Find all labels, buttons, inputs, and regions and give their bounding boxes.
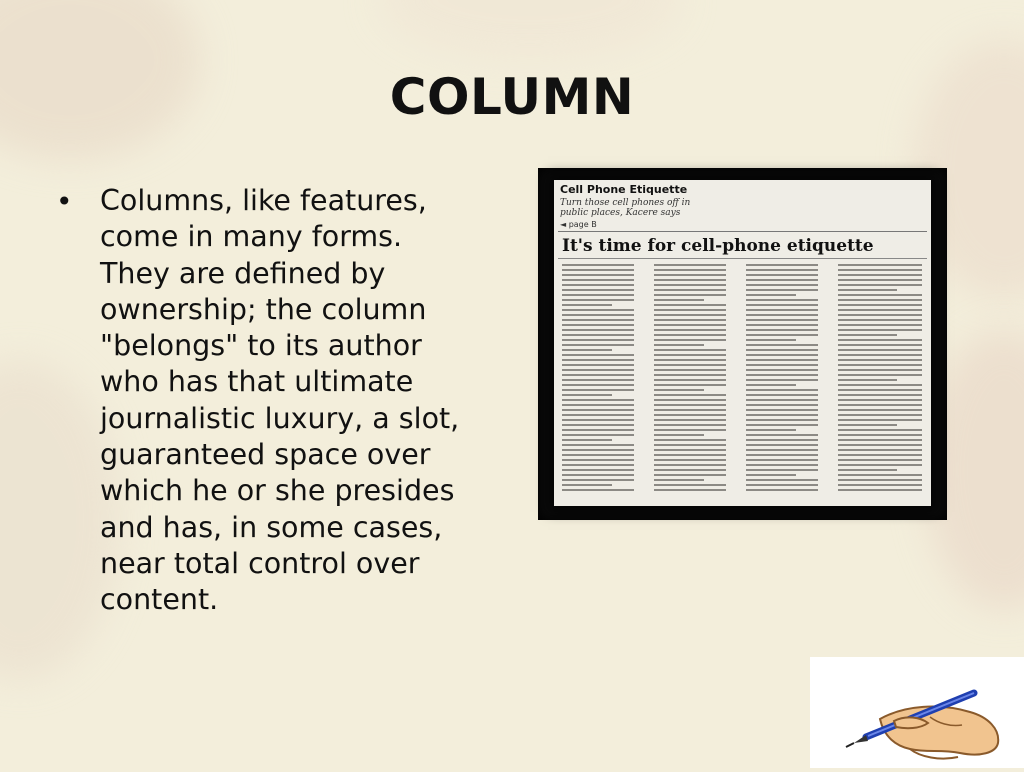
newsprint-line	[746, 449, 818, 451]
slide-title: COLUMN	[389, 68, 635, 126]
newsprint-line	[746, 339, 796, 341]
newsprint-line	[838, 334, 897, 336]
newsprint-line	[654, 374, 726, 376]
newsprint-line	[654, 409, 726, 411]
newsprint-line	[562, 314, 634, 316]
newsprint-line	[562, 444, 634, 446]
newsprint-line	[838, 314, 922, 316]
newsprint-line	[746, 454, 818, 456]
clipping-kicker: Cell Phone Etiquette	[560, 183, 688, 196]
clipping-headline: It's time for cell-phone etiquette	[562, 236, 874, 256]
newsprint-line	[838, 414, 922, 416]
newsprint-line	[746, 404, 818, 406]
newsprint-line	[654, 454, 726, 456]
newsprint-line	[654, 489, 726, 491]
newsprint-line	[654, 439, 726, 441]
newsprint-line	[654, 369, 726, 371]
newsprint-line	[746, 379, 818, 381]
newsprint-line	[654, 414, 726, 416]
newsprint-line	[562, 369, 634, 371]
newsprint-line	[746, 429, 796, 431]
newsprint-line	[838, 344, 922, 346]
newsprint-line	[746, 354, 818, 356]
newsprint-line	[562, 434, 634, 436]
newsprint-line	[654, 304, 726, 306]
newsprint-line	[838, 324, 922, 326]
newsprint-line	[654, 334, 726, 336]
newsprint-line	[562, 349, 612, 351]
newsprint-line	[654, 284, 726, 286]
newsprint-line	[654, 354, 726, 356]
newsprint-line	[562, 269, 634, 271]
text-column	[746, 264, 818, 496]
newsprint-line	[746, 414, 818, 416]
newsprint-line	[746, 424, 818, 426]
newsprint-line	[838, 369, 922, 371]
newsprint-line	[746, 329, 818, 331]
newsprint-line	[654, 289, 726, 291]
newsprint-line	[746, 344, 818, 346]
newsprint-line	[838, 444, 922, 446]
newsprint-line	[562, 354, 634, 356]
newsprint-line	[562, 464, 634, 466]
newsprint-line	[746, 419, 818, 421]
newsprint-line	[746, 279, 818, 281]
newsprint-line	[654, 389, 704, 391]
newsprint-line	[654, 479, 704, 481]
newsprint-line	[562, 389, 634, 391]
newsprint-line	[746, 409, 818, 411]
newsprint-line	[654, 264, 726, 266]
newsprint-line	[562, 344, 634, 346]
newsprint-line	[654, 299, 704, 301]
newsprint-line	[654, 399, 726, 401]
newsprint-line	[746, 364, 818, 366]
newsprint-line	[562, 299, 634, 301]
newsprint-line	[838, 354, 922, 356]
newsprint-line	[562, 334, 634, 336]
bullet-dot: •	[56, 185, 73, 218]
newsprint-line	[838, 359, 922, 361]
newsprint-line	[838, 424, 897, 426]
newsprint-line	[746, 324, 818, 326]
newsprint-line	[562, 289, 634, 291]
newsprint-line	[746, 484, 818, 486]
newsprint-line	[838, 439, 922, 441]
newsprint-line	[838, 434, 922, 436]
newsprint-line	[562, 374, 634, 376]
text-column	[562, 264, 634, 496]
newsprint-line	[746, 359, 818, 361]
newsprint-line	[746, 294, 796, 296]
newsprint-line	[654, 424, 726, 426]
newsprint-line	[562, 329, 634, 331]
newsprint-line	[562, 484, 612, 486]
newsprint-line	[562, 449, 634, 451]
newsprint-line	[654, 329, 726, 331]
newsprint-line	[562, 324, 634, 326]
newsprint-line	[746, 269, 818, 271]
newsprint-line	[746, 469, 818, 471]
newsprint-line	[838, 349, 922, 351]
newsprint-line	[562, 309, 634, 311]
newsprint-line	[838, 264, 922, 266]
newsprint-line	[654, 474, 726, 476]
divider	[558, 231, 927, 232]
newsprint-line	[746, 389, 818, 391]
newsprint-line	[654, 349, 726, 351]
newsprint-line	[562, 404, 634, 406]
newsprint-line	[654, 359, 726, 361]
newsprint-line	[654, 279, 726, 281]
newsprint-line	[746, 349, 818, 351]
background-texture	[380, 0, 680, 60]
newsprint-line	[838, 364, 922, 366]
newsprint-line	[746, 284, 818, 286]
newsprint-line	[838, 304, 922, 306]
newsprint-line	[746, 479, 818, 481]
pen-illustration	[810, 657, 1024, 768]
newsprint-line	[654, 324, 726, 326]
newsprint-line	[562, 364, 634, 366]
newsprint-line	[838, 279, 922, 281]
newsprint-line	[838, 429, 922, 431]
newsprint-line	[654, 339, 726, 341]
newsprint-line	[838, 379, 897, 381]
newsprint-line	[838, 419, 922, 421]
newsprint-line	[746, 314, 818, 316]
newsprint-line	[746, 399, 818, 401]
newsprint-line	[654, 379, 726, 381]
newsprint-line	[838, 484, 922, 486]
newsprint-line	[746, 439, 818, 441]
newsprint-line	[654, 364, 726, 366]
hand-writing-with-pen-icon	[810, 657, 1024, 768]
newsprint-line	[746, 489, 818, 491]
newsprint-line	[562, 304, 612, 306]
newsprint-line	[838, 339, 922, 341]
newsprint-line	[654, 274, 726, 276]
newsprint-line	[654, 314, 726, 316]
newsprint-line	[654, 429, 726, 431]
newsprint-line	[562, 459, 634, 461]
newsprint-line	[654, 444, 726, 446]
newsprint-line	[562, 274, 634, 276]
newsprint-line	[746, 384, 796, 386]
newsprint-line	[838, 454, 922, 456]
newsprint-line	[838, 269, 922, 271]
clipping-deck: Turn those cell phones off in public places, Kacere says	[560, 198, 691, 218]
newsprint-line	[746, 274, 818, 276]
newsprint-line	[838, 404, 922, 406]
divider	[558, 258, 927, 259]
newsprint-line	[746, 264, 818, 266]
newsprint-line	[838, 284, 922, 286]
newsprint-line	[562, 319, 634, 321]
newsprint-line	[654, 464, 726, 466]
newsprint-line	[746, 309, 818, 311]
newsprint-line	[562, 409, 634, 411]
newsprint-line	[746, 394, 818, 396]
newsprint-line	[838, 394, 922, 396]
newsprint-line	[838, 409, 922, 411]
newsprint-line	[654, 449, 726, 451]
newsprint-line	[838, 309, 922, 311]
newsprint-line	[654, 404, 726, 406]
newsprint-line	[562, 479, 634, 481]
clipping-jump: ◄ page B	[560, 220, 597, 229]
newsprint-line	[562, 264, 634, 266]
newsprint-line	[838, 489, 922, 491]
newsprint-line	[838, 469, 897, 471]
newsprint-line	[562, 419, 634, 421]
newsprint-line	[654, 394, 726, 396]
newsprint-line	[838, 474, 922, 476]
newsprint-line	[838, 274, 922, 276]
newsprint-line	[746, 464, 818, 466]
newsprint-line	[562, 279, 634, 281]
newsprint-line	[838, 389, 922, 391]
newsprint-line	[562, 284, 634, 286]
newsprint-line	[746, 369, 818, 371]
newsprint-line	[838, 459, 922, 461]
newsprint-line	[838, 299, 922, 301]
newsprint-line	[838, 289, 897, 291]
newspaper-clipping-image	[538, 168, 947, 520]
newsprint-line	[562, 469, 634, 471]
newsprint-line	[746, 434, 818, 436]
newsprint-line	[746, 299, 818, 301]
newsprint-line	[562, 359, 634, 361]
newsprint-line	[562, 424, 634, 426]
newsprint-line	[562, 474, 634, 476]
newsprint-line	[562, 439, 612, 441]
newsprint-line	[562, 399, 634, 401]
newsprint-line	[562, 454, 634, 456]
newsprint-line	[654, 384, 726, 386]
newsprint-line	[562, 394, 612, 396]
newsprint-line	[654, 319, 726, 321]
newsprint-line	[654, 469, 726, 471]
newsprint-line	[746, 374, 818, 376]
text-column	[838, 264, 922, 496]
newsprint-line	[838, 384, 922, 386]
newsprint-line	[654, 344, 704, 346]
newspaper-page	[554, 180, 931, 506]
newsprint-line	[654, 484, 726, 486]
newsprint-line	[562, 379, 634, 381]
newsprint-line	[654, 294, 726, 296]
newsprint-line	[562, 294, 634, 296]
newsprint-line	[654, 459, 726, 461]
newsprint-line	[746, 319, 818, 321]
newsprint-line	[654, 419, 726, 421]
newsprint-line	[838, 329, 922, 331]
text-column	[654, 264, 726, 496]
newsprint-line	[654, 309, 726, 311]
newsprint-line	[838, 399, 922, 401]
newsprint-line	[562, 414, 634, 416]
newsprint-line	[746, 444, 818, 446]
newsprint-line	[654, 269, 726, 271]
newsprint-line	[838, 294, 922, 296]
newsprint-line	[654, 434, 704, 436]
newsprint-line	[838, 464, 922, 466]
newsprint-line	[562, 384, 634, 386]
newsprint-line	[838, 449, 922, 451]
newsprint-line	[746, 474, 796, 476]
newsprint-line	[746, 289, 818, 291]
newsprint-line	[562, 429, 634, 431]
newsprint-line	[746, 334, 818, 336]
bullet-text: Columns, like features, come in many forms. They are defined by ownership; the column "belongs" to its author who has that ultimate journalistic luxury, a slot, guaranteed space over which he or she presides and has, in some cases, near total control over content.	[100, 184, 460, 617]
newsprint-line	[562, 489, 634, 491]
newsprint-line	[746, 304, 818, 306]
newsprint-line	[838, 479, 922, 481]
newsprint-line	[746, 459, 818, 461]
newsprint-line	[838, 319, 922, 321]
newsprint-line	[838, 374, 922, 376]
newsprint-line	[562, 339, 634, 341]
